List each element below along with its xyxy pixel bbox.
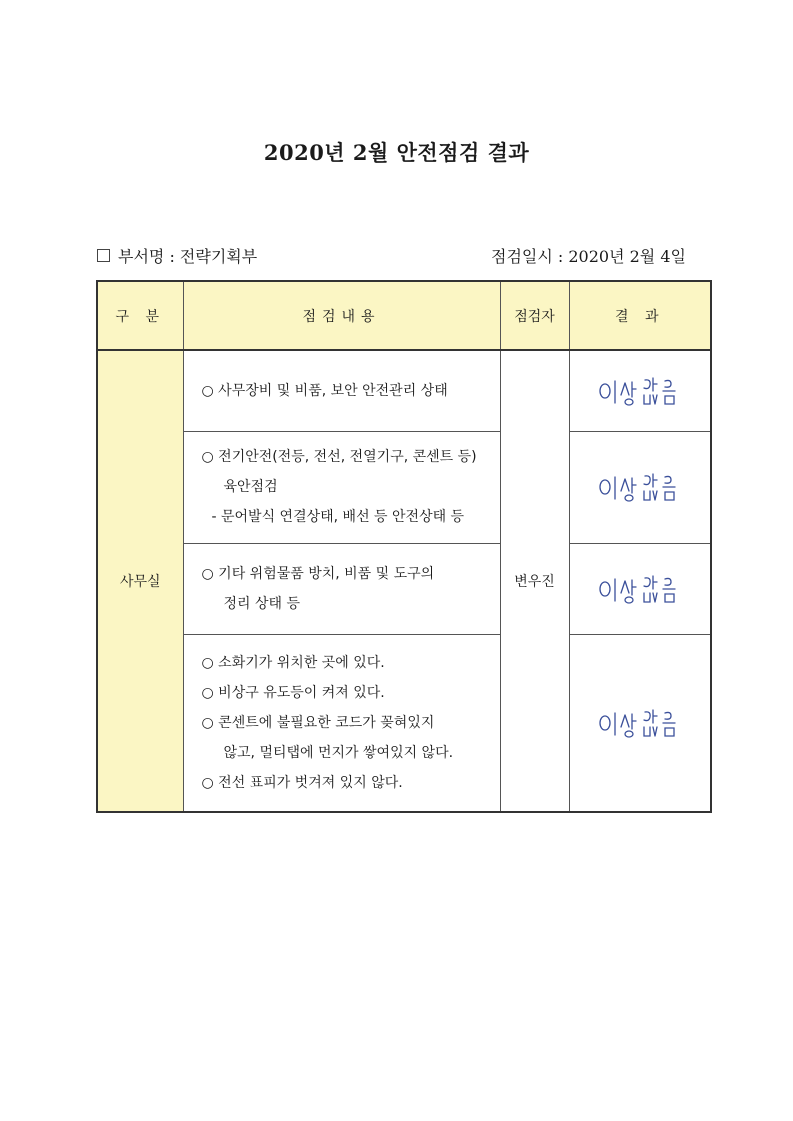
table-row [97, 543, 711, 634]
content-line: ○ 전기안전(전등, 전선, 전열기구, 콘센트 등) [201, 449, 477, 465]
handwritten-result-signature [595, 373, 685, 409]
handwritten-result-signature [595, 705, 685, 741]
department-label: 부서명 : 전략기획부 [118, 247, 258, 266]
content-line: ○ 비상구 유도등이 켜져 있다. [201, 684, 385, 701]
content-line: ○ 소화기가 위치한 곳에 있다. [201, 654, 385, 671]
handwritten-result-signature [595, 469, 685, 505]
content-line: ○ 사무장비 및 비품, 보안 안전관리 상태 [201, 382, 448, 399]
table-row [97, 350, 711, 431]
result-cell [569, 634, 711, 812]
header-category: 구 분 [97, 281, 183, 350]
content-line: 정리 상태 등 [223, 595, 301, 612]
content-line: ○ 기타 위험물품 방치, 비품 및 도구의 [201, 565, 435, 582]
content-line: 육안점검 [223, 479, 278, 495]
table-header-row [97, 281, 711, 350]
header-inspector: 점검자 [500, 281, 569, 350]
document-title: 2020년 2월 안전점검 결과 [263, 140, 530, 165]
inspection-table [96, 280, 712, 813]
content-line: ○ 콘센트에 불필요한 코드가 꽂혀있지 [201, 714, 435, 731]
inspector-cell: 변우진 [500, 350, 569, 812]
content-cell [183, 431, 500, 543]
handwritten-result-signature [595, 571, 685, 607]
department-field [97, 244, 257, 267]
content-line: ○ 전선 표피가 벗겨져 있지 않다. [201, 774, 403, 791]
checkbox-icon [97, 249, 110, 262]
content-cell [183, 543, 500, 634]
result-cell [569, 431, 711, 543]
table-row [97, 431, 711, 543]
result-cell [569, 350, 711, 431]
table-row [97, 634, 711, 812]
inspection-date: 점검일시 : 2020년 2월 4일 [490, 247, 686, 266]
content-line: 않고, 멀티탭에 먼지가 쌓여있지 않다. [223, 744, 454, 761]
category-cell: 사무실 [97, 350, 183, 812]
result-cell [569, 543, 711, 634]
content-cell [183, 634, 500, 812]
header-content: 점검내용 [183, 281, 500, 350]
content-line: - 문어발식 연결상태, 배선 등 안전상태 등 [211, 509, 465, 525]
header-result: 결 과 [569, 281, 711, 350]
content-cell [183, 350, 500, 431]
